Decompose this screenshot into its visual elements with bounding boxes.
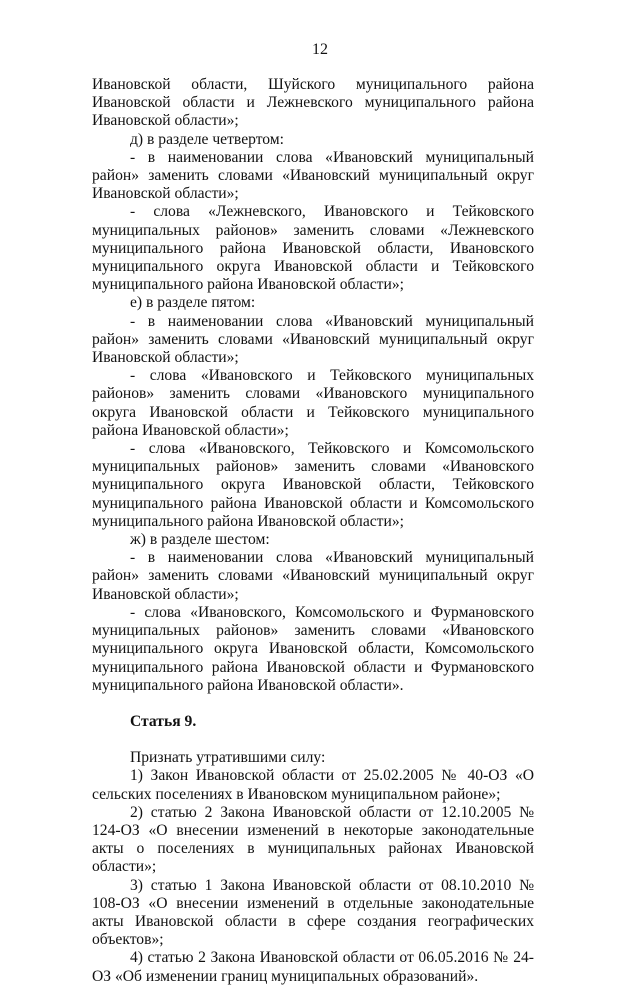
article-item-4: 4) статью 2 Закона Ивановской области от 06.05.2016 № 24-ОЗ «Об изменении границ муниципальных образований».	[92, 949, 534, 985]
paragraph-section-d-item-2: - слова «Лежневского, Ивановского и Тейковского муниципальных районов» заменить словами «Лежневского муниципального района Ивановской области, Ивановского муниципального округа Ивановской области и Тейковского муниципального района Ивановской области»;	[92, 203, 534, 294]
paragraph-section-e: е) в разделе пятом:	[130, 294, 256, 312]
paragraph-continuation: Ивановской области, Шуйского муниципального района Ивановской области и Лежневского муниципального района Ивановской области»;	[92, 76, 534, 130]
paragraph-section-e-item-2: - слова «Ивановского и Тейковского муниципальных районов» заменить словами «Ивановского муниципального округа Ивановской области и Тейковского муниципального района Ивановской области»;	[92, 367, 534, 439]
article-heading: Статья 9.	[130, 712, 197, 730]
article-item-1: 1) Закон Ивановской области от 25.02.2005 № 40-ОЗ «О сельских поселениях в Ивановском муниципальном районе»;	[92, 767, 534, 803]
paragraph-section-zh-item-1: - в наименовании слова «Ивановский муниципальный район» заменить словами «Ивановский муниципальный округ Ивановской области»;	[92, 549, 534, 603]
paragraph-section-e-item-3: - слова «Ивановского, Тейковского и Комсомольского муниципальных районов» заменить словами «Ивановского муниципального округа Ивановской области, Тейковского муниципального района Ивановской области и Комсомольского муниципального района Ивановской области»;	[92, 440, 534, 530]
article-item-2: 2) статью 2 Закона Ивановской области от 12.10.2005 № 124-ОЗ «О внесении изменений в некоторые законодательные акты о поселениях в муниципальных районах Ивановской области»;	[92, 803, 534, 876]
document-body	[92, 76, 534, 986]
article-item-3: 3) статью 1 Закона Ивановской области от 08.10.2010 № 108-ОЗ «О внесении изменений в отдельные законодательные акты Ивановской области в сфере создания географических объектов»;	[92, 876, 534, 949]
paragraph-section-d-item-1: - в наименовании слова «Ивановский муниципальный район» заменить словами «Ивановский муниципальный округ Ивановской области»;	[92, 148, 534, 203]
paragraph-section-zh-item-2: - слова «Ивановского, Комсомольского и Фурмановского муниципальных районов» заменить словами «Ивановского муниципального округа Ивановской области, Комсомольского муниципального района Ивановской области и Фурмановского муниципального района Ивановской области».	[92, 603, 534, 694]
article-intro: Признать утратившими силу:	[130, 749, 326, 767]
page-number: 12	[312, 41, 328, 58]
paragraph-section-zh: ж) в разделе шестом:	[130, 531, 270, 549]
paragraph-section-d: д) в разделе четвертом:	[130, 130, 285, 148]
paragraph-section-e-item-1: - в наименовании слова «Ивановский муниципальный район» заменить словами «Ивановский муниципальный округ Ивановской области»;	[92, 312, 534, 367]
